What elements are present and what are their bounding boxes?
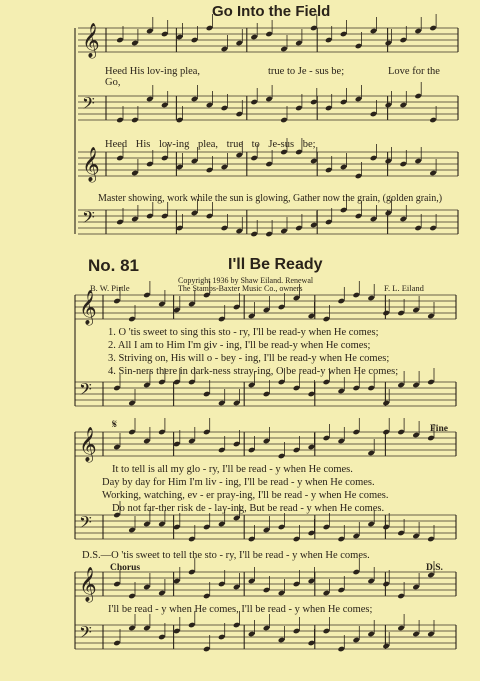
lyric-line: Heed His lov-ing plea, true to Je-sus be; <box>105 139 316 150</box>
verse-line: Working, watching, ev - er pray-ing, I'll be read - y when He comes. <box>102 490 389 501</box>
verse-line: 2. All I am to Him I'm giv - ing, I'll be read-y when He comes; <box>108 340 371 351</box>
author-credit: B. W. Pirtle <box>90 283 130 293</box>
ds-line: D.S.—O 'tis sweet to tell the sto - ry, I'll be read - y when He comes. <box>82 550 370 561</box>
composer-credit: F. L. Eiland <box>384 283 424 293</box>
verse-line: Day by day for Him I'm liv - ing, I'll be read - y when He comes. <box>102 477 375 488</box>
copyright-line: The Stamps-Baxter Music Co., owners <box>178 284 303 293</box>
treble-clef: 𝄞 <box>79 290 97 325</box>
song-title-go-into-the-field: Go Into the Field <box>212 3 331 20</box>
chorus-label: Chorus <box>110 563 141 573</box>
bass-clef: 𝄢 <box>79 512 92 536</box>
hymn-number: No. 81 <box>88 256 140 275</box>
copyright-line: Copyright 1936 by Shaw Eiland. Renewal <box>178 276 314 285</box>
lyric-line: Heed His lov-ing plea, <box>105 66 201 77</box>
verse-line: 1. O 'tis sweet to sing this sto - ry, I'll be read-y when He comes; <box>108 327 379 338</box>
verse-line: 4. Sin-ners there in dark-ness stray-ing, O be read-y when He comes; <box>108 366 399 377</box>
treble-clef: 𝄞 <box>82 147 100 182</box>
bass-clef: 𝄢 <box>82 207 95 231</box>
bass-clef: 𝄢 <box>82 93 95 117</box>
verse-line: Do not far-ther risk de - lay-ing, But be read - y when He comes. <box>112 503 385 514</box>
treble-clef: 𝄞 <box>79 567 97 602</box>
chorus-line: I'll be read - y when He comes, I'll be read - y when He comes; <box>108 604 373 615</box>
verse-line: 3. Striving on, His will o - bey - ing, I'll be read-y when He comes; <box>108 353 390 364</box>
bass-clef: 𝄢 <box>79 622 92 646</box>
lyric-line: Go, <box>105 77 121 88</box>
song-title-ill-be-ready: I'll Be Ready <box>228 256 323 273</box>
ds-label: D.S. <box>426 563 443 573</box>
lyric-line: true to Je - sus be; <box>268 66 345 77</box>
treble-clef: 𝄞 <box>79 427 97 462</box>
verse-line: It to tell is all my glo - ry, I'll be read - y when He comes. <box>112 464 353 475</box>
treble-clef: 𝄞 <box>82 23 100 58</box>
bass-clef: 𝄢 <box>79 379 92 403</box>
segno-sign: 𝄋 <box>112 417 118 431</box>
lyric-line: Master showing, work while the sun is glowing, Gather now the grain, (golden grain,) <box>98 193 443 204</box>
fine-marking: Fine <box>430 424 448 434</box>
lyric-line: Love for the <box>388 66 440 77</box>
